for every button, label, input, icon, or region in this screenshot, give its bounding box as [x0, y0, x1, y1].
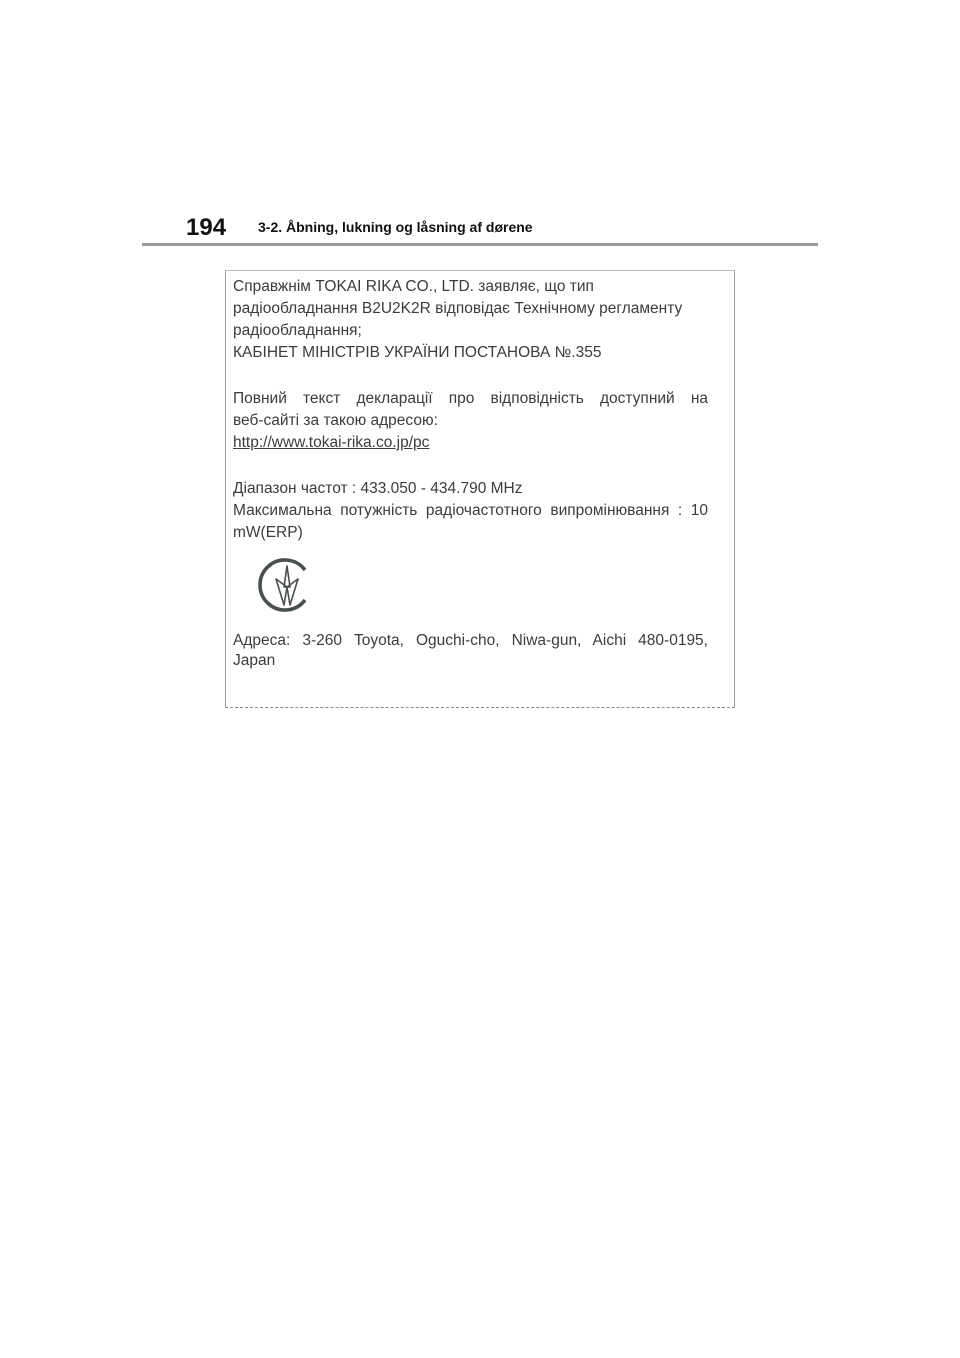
fulltext-line-1: Повний текст декларації про відповідність доступний на [233, 390, 708, 407]
page-number: 194 [186, 214, 227, 241]
header-rule [142, 243, 818, 246]
max-power-line-2: mW(ERP) [233, 524, 303, 541]
address-line-2: Japan [233, 652, 276, 669]
declaration-line-2: радіообладнання B2U2K2R відповідає Технічному регламенту [233, 300, 683, 317]
section-title: 3-2. Åbning, lukning og låsning af dørene [258, 219, 533, 235]
fulltext-line-2: веб-сайті за такою адресою: [233, 412, 438, 429]
address-line-1: Адреса: 3-260 Toyota, Oguchi-cho, Niwa-gun, Aichi 480-0195, [233, 632, 708, 649]
frequency-range: Діапазон частот : 433.050 - 434.790 MHz [233, 480, 523, 497]
fulltext-url-link[interactable]: http://www.tokai-rika.co.jp/pc [233, 434, 430, 451]
declaration-line-4: КАБІНЕТ МІНІСТРІВ УКРАЇНИ ПОСТАНОВА №.355 [233, 344, 602, 361]
ukrainian-conformity-mark-icon [258, 557, 314, 613]
max-power-line-1: Максимальна потужність радіочастотного випромінювання : 10 [233, 502, 708, 519]
declaration-line-3: радіообладнання; [233, 322, 362, 339]
declaration-line-1: Справжнім TOKAI RIKA CO., LTD. заявляє, що тип [233, 278, 594, 295]
